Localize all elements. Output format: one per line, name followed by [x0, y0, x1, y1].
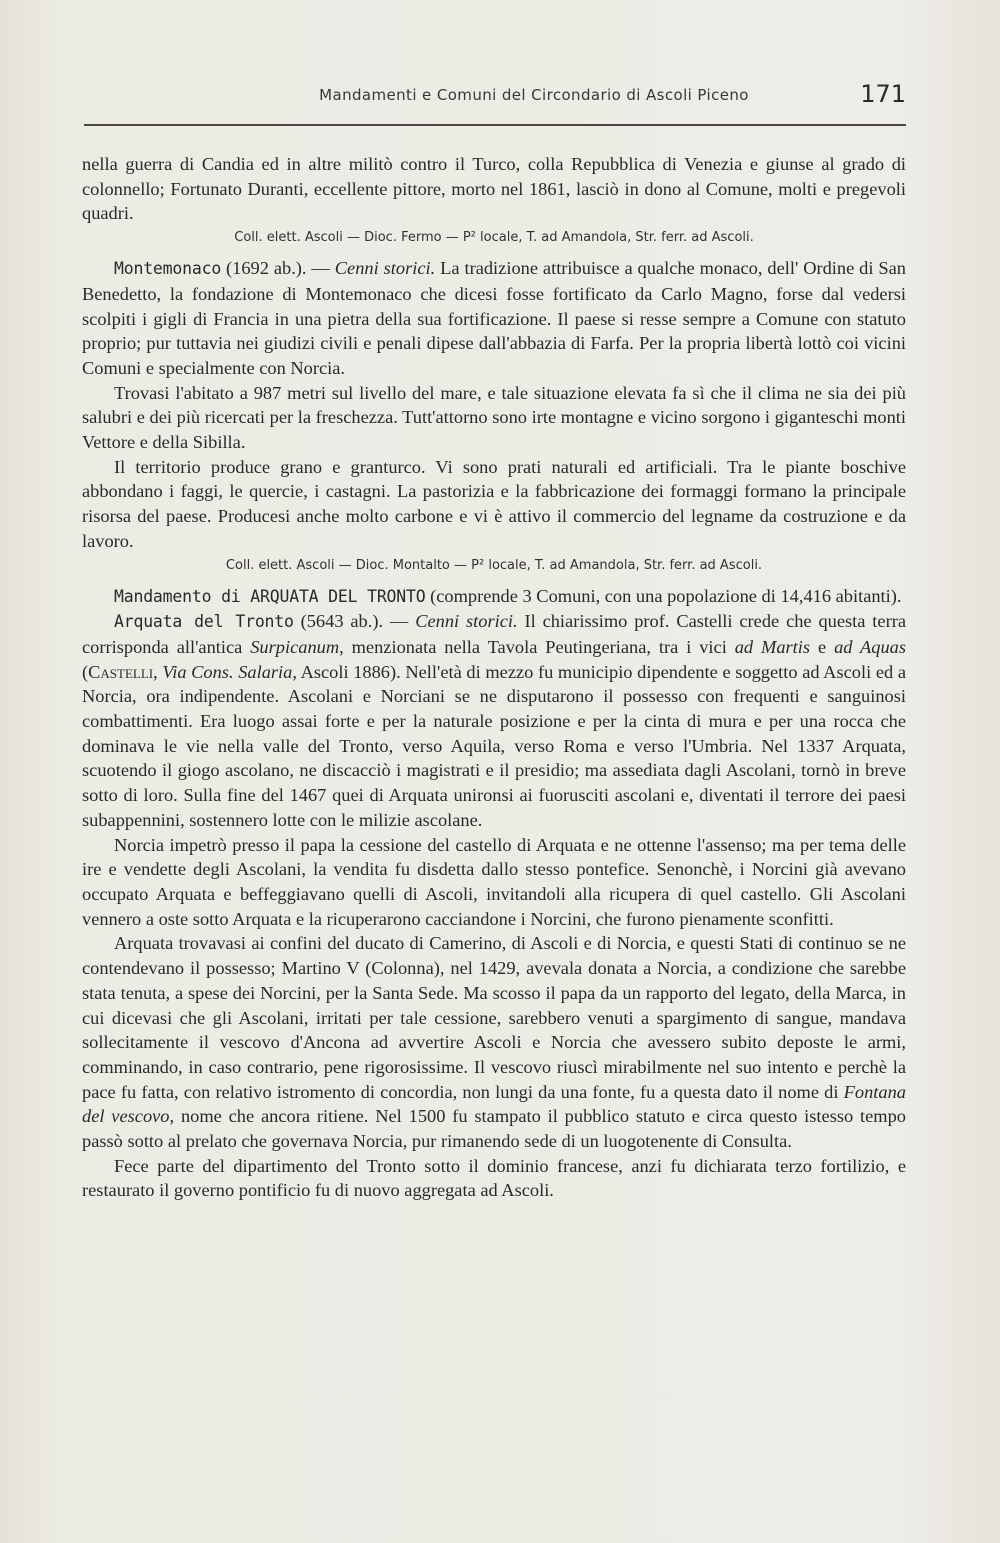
population: (1692 ab.). — [221, 258, 335, 279]
text-run: , [153, 661, 163, 682]
paragraph: Trovasi l'abitato a 987 metri sul livello del mare, e tale situazione elevata fa sì che il clima ne sia dei più salubri e dei più ricercati per la freschezza. Tutt'attorno sono irte montagne e vicino sorgono i giganteschi monti Vettore e della Sibilla. [82, 382, 906, 453]
mandamento-text: (comprende 3 Comuni, con una popolazione di 14,416 abitanti). [425, 585, 902, 606]
text-run: Arquata trovavasi ai confini del ducato di Camerino, di Ascoli e di Norcia, e questi Stati di continuo se ne contendevano il possesso; Martino V (Colonna), nel 1429, avevala donata a Norcia, a condizione che sarebbe stata tenuta, a spese dei Norcini, per la Santa Sede. Ma scosso il papa da un rapporto del legato, della Marca, in cui dicevasi che gli Ascolani, irritati per tale cessione, sarebbero venuti a spargimento di sangue, mandava sollecitamente il vescovo d'Ancona ad avvertire Ascoli e Norcia che avessero subito deposte le armi, comminando, in caso contrario, pene rigorosissime. Il vescovo riuscì mirabilmente nel suo intento e perchè la pace fu fatta, con relativo istromento di concordia, non lungi da una fonte, fu a questa dato il nome di [82, 933, 906, 1102]
text-run: , Ascoli 1886). Nell'età di mezzo fu municipio dipendente e soggetto ad Ascoli ed a Norcia, ora indipendente. Ascolani e Norciani se ne disputarono il possesso con frequenti e sanguinosi combattimenti. Era luogo assai forte e per la naturale posizione e per la cinta di mura e per una rocca che dominava le vie nella valle del Tronto, verso Aquila, verso Roma e verso l'Umbria. Nel 1337 Arquata, scuotendo il giogo ascolano, ne discacciò i magistrati e il presidio; ma assediata dagli Ascolani, tornò in breve sotto di loro. Sulla fine del 1467 quei di Arquata unironsi ai fuorusciti ascolani e, diventati il terrore dei paesi subappennini, sostennero lotte con le milizie ascolane. [82, 661, 906, 830]
italic-term: Surpicanum [250, 636, 340, 657]
paragraph [82, 931, 906, 1153]
page-body [82, 152, 906, 1203]
italic-term: Fontana del vescovo [82, 1081, 906, 1127]
entry-name-montemonaco: Montemonaco [114, 259, 222, 279]
page-header [84, 80, 906, 116]
text-run: Il chiarissimo prof. Castelli crede che questa terra corrisponda all'antica [82, 611, 906, 657]
cenni-storici-label: Cenni storici. [415, 611, 518, 632]
text-run: ( [82, 661, 89, 682]
paragraph-arquata [82, 609, 906, 832]
collegio-note: Coll. elett. Ascoli — Dioc. Fermo — P² locale, T. ad Amandola, Str. ferr. ad Ascoli. [234, 230, 754, 246]
mandamento-prefix: Mandamento di [114, 586, 251, 606]
cenni-storici-label: Cenni storici. [334, 258, 436, 279]
paragraph: Fece parte del dipartimento del Tronto sotto il dominio francese, anzi fu dichiarata terzo fortilizio, e restaurato il governo pontificio fu di nuovo aggregata ad Ascoli. [82, 1155, 906, 1201]
text-run: e [810, 636, 835, 657]
paragraph-montemonaco [82, 256, 906, 381]
paragraph-continuation: nella guerra di Candia ed in altre militò contro il Turco, colla Repubblica di Venezia e giunse al grado di colonnello; Fortunato Duranti, eccellente pittore, morto nel 1861, lasciò in dono al Comune, molti e pregevoli quadri. [82, 154, 906, 224]
running-title: Mandamenti e Comuni del Circondario di Ascoli Piceno [319, 86, 749, 104]
paragraph: Norcia impetrò presso il papa la cessione del castello di Arquata e ne ottenne l'assenso; ma per tema delle ire e vendette degli Ascolani, la vendita fu disdetta dallo stesso pontefice. Senonchè, i Norcini già avevano occupato Arquata e beffeggiavano quelli di Ascoli, invitandoli alla ricupera di quel castello. Gli Ascolani vennero a oste sotto Arquata e la ricuperarono cacciandone i Norcini, che furono pienamente sconfitti. [82, 834, 906, 929]
text-run: , nome che ancora ritiene. Nel 1500 fu stampato il pubblico statuto e circa questo istesso tempo passò sotto al prelato che governava Norcia, pur rimanendo sede di un luogotenente di Consulta. [82, 1106, 907, 1152]
entry-name-arquata: Arquata del Tronto [114, 612, 294, 632]
author-name: Castelli [88, 661, 154, 682]
collegio-note: Coll. elett. Ascoli — Dioc. Montalto — P² locale, T. ad Amandola, Str. ferr. ad Ascoli. [225, 557, 763, 573]
paragraph: Il territorio produce grano e granturco. Vi sono prati naturali ed artificiali. Tra le piante boschive abbondano i faggi, le quercie, i castagni. La pastorizia e la fabbricazione dei formaggi formano la principale risorsa del paese. Producesi anche molto carbone e vi è attivo il commercio del legname da costruzione e da lavoro. [82, 456, 906, 551]
header-rule [84, 124, 906, 126]
population: (5643 ab.). — [293, 611, 416, 632]
italic-term: ad Martis [734, 636, 811, 657]
paragraph-mandamento [82, 584, 906, 610]
paragraph-text: La tradizione attribuisce a qualche monaco, dell' Ordine di San Benedetto, la fondazione di Montemonaco che dicesi fosse fortificato da Carlo Magno, forse dal vedersi scolpiti i gigli di Francia in una pietra della sua fortificazione. Il paese si resse sempre a Comune con statuto proprio; pur tuttavia nei giudizi civili e penali dipese dall'abbazia di Farfa. Per la propria libertà lottò coi vicini Comuni e specialmente con Norcia. [82, 258, 906, 378]
italic-title: Via Cons. Salaria [162, 661, 293, 682]
mandamento-name: ARQUATA DEL TRONTO [250, 586, 426, 606]
italic-term: ad Aquas [834, 636, 907, 657]
page-number: 171 [860, 80, 906, 108]
text-run: , menzionata nella Tavola Peutingeriana, tra i vici [339, 636, 735, 657]
